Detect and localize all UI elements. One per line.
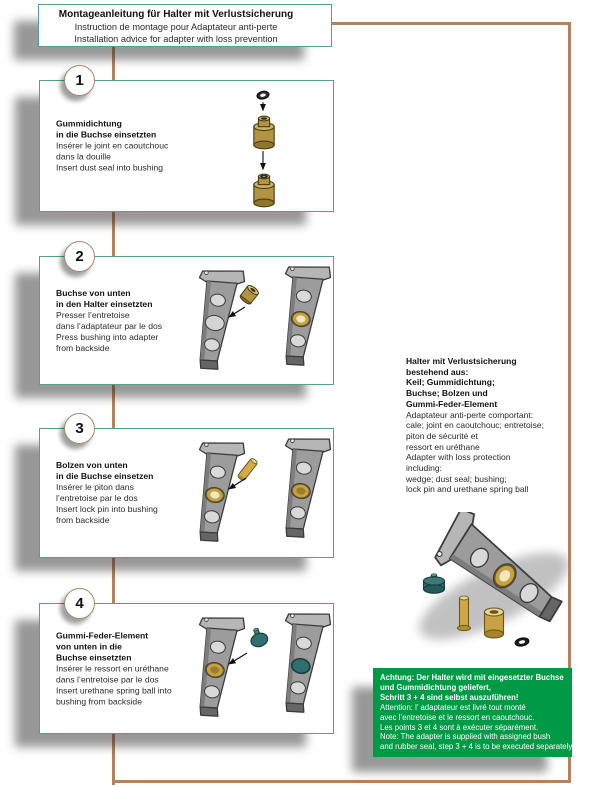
notice-line: avec l’entretoise et le ressort en caoutchouc. [380,712,535,722]
step-2-text [56,288,162,354]
step-1-text [56,119,168,174]
step-number-badge [64,413,95,444]
notice-line: and rubber seal, step 3 + 4 is to be executed separately. [380,742,574,752]
step3-illustration [179,432,331,554]
parts-panel-line: cale; joint en caoutchouc; entretoise; [406,420,544,431]
step-text-line: Buchse einsetzten [56,652,132,662]
parts-panel-line: piton de sécurité et [406,430,478,441]
insert-arrow-icon [229,653,247,664]
notice-line: Attention: l’ adaptateur est livré tout monté [380,702,526,712]
step-number: 2 [75,248,84,265]
step-number-badge [64,588,95,619]
parts-panel-line: including: [406,463,442,474]
step-text-line: in die Buchse einsetzen [56,471,154,481]
step-text-line: dans l’entretoise par le dos [56,674,159,684]
notice-line: Schritt 3 + 4 sind selbst auszuführen! [380,692,519,702]
step-text-line: Presser l’entretoise [56,309,130,320]
bushing-with-seal [254,174,274,207]
step-box-4 [39,595,334,734]
step-box-1 [39,72,334,212]
parts-panel-line: ressort en uréthane [406,441,480,452]
step-number-badge [64,65,95,96]
step-3-text [56,460,158,526]
step-text-line: Gummi-Feder-Element [56,630,149,640]
step-text-line: from backside [56,342,110,353]
step-box-3 [39,420,334,558]
title-box [38,4,332,47]
parts-panel-line: wedge; dust seal; bushing; [406,473,507,484]
notice-box [373,668,572,757]
insert-arrow-icon [229,307,245,317]
overview-illustration [390,512,596,664]
step-text-line: in den Halter einsetzten [56,298,153,309]
flow-line-top [332,22,571,25]
notice-line: und Gummidichtung geliefert, [380,682,491,692]
lock-pin [237,457,258,481]
adapter-with-pin [270,432,331,541]
parts-panel-line: Buchse; Bolzen und [406,388,488,399]
step2-illustration [179,260,331,382]
adapter-backside [184,264,246,373]
adapter-with-spring-element [270,607,331,716]
step-text-line: in die Buchse einsetzten [56,129,157,140]
dust-seal-o-ring [514,637,529,648]
bushing [254,116,274,149]
step-number-badge [64,241,95,272]
step-number: 4 [75,595,84,612]
step-text-line: dans la douille [56,151,111,162]
step-text-line: Press bushing into adapter [56,331,159,342]
sheet-subtitle-fr: Instruction de montage pour Adaptateur anti-perte [74,22,278,32]
parts-panel-line: Gummi-Feder-Element [406,398,498,409]
step-text-line: Insert dust seal into bushing [56,162,164,173]
lock-pin [458,596,471,631]
parts-panel-line: Adapter with loss protection [406,452,511,463]
adapter-with-bushing [184,611,246,720]
urethane-spring-element [424,574,445,593]
step-number: 3 [75,420,84,437]
dust-seal-o-ring [256,90,270,100]
sheet-title: Montageanleitung für Halter mit Verlustsicherung [58,9,294,20]
step-4-text [56,630,172,707]
parts-panel-line: lock pin and urethane spring ball [406,484,529,495]
step-number: 1 [75,72,84,89]
step-text-line: Gummidichtung [56,118,122,129]
step-text-line: Bolzen von unten [56,460,128,470]
parts-panel-line: Adaptateur anti-perte comportant: [406,409,534,420]
notice-line: Achtung: Der Halter wird mit eingesetzter Buchse [380,673,564,682]
notice-line: Note: The adapter is supplied with assigned bush [380,732,551,742]
parts-panel [406,356,574,495]
insert-arrow-icon [229,478,246,489]
adapter-with-bushing [184,436,246,545]
bushing [239,284,260,306]
step-text-line: dans l’adaptateur par le dos [56,320,163,331]
step-text-line: from backside [56,515,110,525]
sheet-subtitle-en: Installation advice for adapter with loss prevention [74,34,278,45]
flow-line-bottom [112,780,571,783]
step-text-line: Insérer le piton dans [56,482,134,492]
step-text-line: Insérer le joint en caoutchouc [56,140,169,151]
step4-illustration [179,607,331,729]
step-text-line: von unten in die [56,641,122,651]
bushing [485,608,504,638]
parts-panel-line: Keil; Gummidichtung; [406,377,495,388]
parts-panel-line: Halter mit Verlustsicherung [406,356,517,366]
step-box-2 [39,248,334,385]
step-text-line: Insert lock pin into bushing [56,504,158,514]
parts-panel-line: bestehend aus: [406,366,469,377]
step1-illustration [232,86,296,208]
step-text-line: l’entretoise par le dos [56,493,138,503]
step-text-line: Insert urethane spring ball into [56,685,172,695]
notice-line: Les points 3 et 4 sont à exécuter séparément. [380,722,539,732]
adapter-with-bushing [270,260,331,369]
step-text-line: bushing from backside [56,696,142,706]
step-text-line: Buchse von unten [56,287,131,298]
step-text-line: Insérer le ressort en uréthane [56,663,169,673]
urethane-spring-element [247,626,269,649]
